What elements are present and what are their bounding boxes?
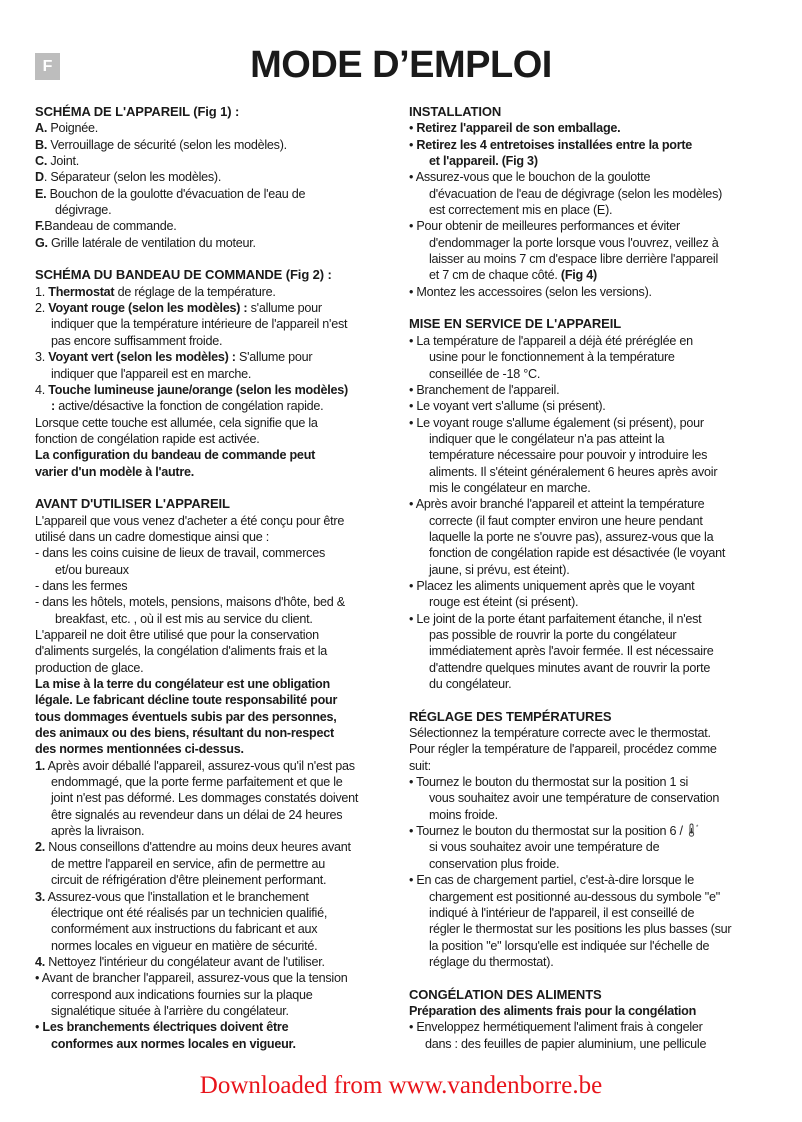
text-line (409, 741, 717, 757)
text-line (35, 578, 127, 594)
line-text: • Montez les accessoires (selon les versions). (409, 284, 652, 299)
line-text: jaune, si prévu, est éteint). (429, 562, 570, 577)
bold-text: Les branchements électriques doivent être (42, 1020, 289, 1035)
bold-text: Thermostat (48, 284, 115, 299)
line-text: fonction de congélation rapide est désactivée (le voyant (429, 546, 726, 561)
text-line (409, 627, 676, 643)
line-text: dégivrage. (55, 203, 112, 218)
text-line (35, 169, 221, 185)
line-text: usine pour le fonctionnement à la température (429, 350, 675, 365)
line-text: d'attendre quelques minutes avant de rouvrir la porte (429, 660, 711, 675)
text-line (35, 431, 260, 447)
line-text: • En cas de chargement partiel, c'est-à-dire lorsque le (409, 873, 694, 888)
text-line (409, 660, 710, 676)
line-text: indiqué à l'intérieur de l'appareil, il est conseillé de (429, 905, 695, 920)
text-line (35, 447, 315, 463)
text-line (35, 545, 325, 561)
text-line (35, 758, 355, 774)
text-line (409, 333, 693, 349)
text-line (35, 513, 344, 529)
text-line (35, 676, 330, 692)
bold-text: G. (35, 235, 48, 250)
text-line (409, 676, 511, 692)
text-line (409, 725, 711, 741)
text-line (409, 464, 717, 480)
line-text: • Enveloppez hermétiquement l'aliment frais à congeler (409, 1020, 703, 1035)
text-line (409, 120, 620, 136)
line-text: rouge est éteint (si présent). (429, 595, 579, 610)
text-line (409, 153, 538, 169)
line-text: - dans les coins cuisine de lieux de travail, commerces (35, 546, 326, 561)
text-line (409, 954, 553, 970)
bold-text: (Fig 4) (560, 268, 597, 283)
line-text: chargement est positionné au-dessous du symbole "e" (429, 889, 720, 904)
text-line (35, 774, 343, 790)
text-line (35, 382, 348, 398)
text-line (35, 856, 325, 872)
line-text: aliments. Il s'éteint généralement 6 heures après avoir (429, 464, 718, 479)
line-text: conservation plus froide. (429, 856, 560, 871)
text-line (409, 366, 540, 382)
bold-text: : (51, 399, 55, 414)
line-text: • Placez les aliments uniquement après que le voyant (409, 578, 695, 593)
text-line (35, 218, 177, 234)
text-line (409, 235, 719, 251)
text-line (409, 1036, 706, 1052)
text-line (409, 562, 569, 578)
line-prefix: 3. (35, 350, 49, 365)
line-text: signalétique située à l'arrière du congélateur. (51, 1003, 289, 1018)
line-text: conseillée de -18 °C. (429, 366, 541, 381)
text-line (35, 529, 269, 545)
text-line (35, 120, 98, 136)
text-line (35, 921, 317, 937)
line-text: Poignée. (47, 121, 99, 136)
language-badge: F (35, 53, 60, 80)
text-line (409, 186, 722, 202)
line-text: Après avoir déballé l'appareil, assurez-vous qu'il n'est pas (45, 758, 355, 773)
text-line (409, 251, 718, 267)
left-column (35, 104, 397, 1052)
text-line (35, 366, 251, 382)
bold-text: 2. (35, 840, 46, 855)
text-line (409, 496, 704, 512)
text-line (409, 545, 725, 561)
section-heading: SCHÉMA DE L'APPAREIL (Fig 1) : (35, 104, 240, 119)
bold-text: B. (35, 137, 48, 152)
text-line (409, 938, 709, 954)
line-text: suit: (409, 758, 431, 773)
text-line (35, 594, 345, 610)
text-line (409, 823, 703, 839)
bold-text: Retirez les 4 entretoises installées entre la porte (416, 137, 693, 152)
bold-text: conformes aux normes locales en vigueur. (51, 1036, 296, 1051)
line-text: L'appareil ne doit être utilisé que pour la conservation (35, 628, 319, 642)
line-text: • Branchement de l'appareil. (409, 382, 560, 397)
line-text: Lorsque cette touche est allumée, cela signifie que la (35, 415, 318, 430)
text-line (409, 267, 597, 283)
text-line (35, 464, 194, 480)
line-text: • Après avoir branché l'appareil et atteint la température (409, 497, 705, 512)
line-text: • Pour obtenir de meilleures performances et éviter (409, 219, 680, 234)
line-text: du congélateur. (429, 677, 512, 692)
line-text: - dans les hôtels, motels, pensions, maisons d'hôte, bed & (35, 595, 345, 610)
line-prefix: • (409, 137, 417, 152)
line-text: si vous souhaitez avoir une température de (429, 840, 660, 855)
text-line (409, 349, 675, 365)
text-line (35, 137, 287, 153)
line-text: Sélectionnez la température correcte avec le thermostat. (409, 726, 711, 741)
text-line (409, 578, 694, 594)
line-text: • Tournez le bouton du thermostat sur la position 6 / (409, 824, 683, 839)
text-line (409, 758, 431, 774)
line-prefix: 1. (35, 284, 49, 299)
bold-text: E. (35, 186, 47, 201)
line-text: laquelle la porte ne s'ouvre pas), assurez-vous que la (429, 529, 714, 544)
line-text: électrique ont été réalisés par un technicien qualifié, (51, 905, 328, 920)
thermometer-snowflake-icon (687, 823, 703, 841)
text-line (409, 611, 701, 627)
line-text: la position "e" lorsqu'elle est indiquée sur l'échelle de (429, 938, 710, 953)
text-line (409, 643, 714, 659)
text-line (409, 137, 692, 153)
line-text: normes locales en vigueur en matière de sécurité. (51, 938, 318, 953)
line-text: d'aliments surgelés, la congélation d'aliments frais et la (35, 644, 328, 659)
text-line (35, 1019, 288, 1035)
line-text: de mettre l'appareil en service, afin de permettre au (51, 856, 326, 871)
text-line (409, 872, 694, 888)
line-text: et/ou bureaux (55, 562, 129, 577)
text-line (409, 382, 559, 398)
text-line (35, 643, 327, 659)
bold-text: des normes mentionnées ci-dessus. (35, 742, 244, 757)
bold-text: légale. Le fabricant décline toute responsabilité pour (35, 693, 338, 708)
line-prefix: • (409, 121, 417, 136)
bold-text: A. (35, 121, 48, 136)
line-text: Pour régler la température de l'appareil, procédez comme (409, 742, 717, 757)
text-line (35, 415, 318, 431)
bold-text: Touche lumineuse jaune/orange (selon les modèles) (48, 382, 348, 397)
text-line (35, 938, 317, 954)
text-line (409, 889, 720, 905)
line-text: circuit de réfrigération d'être pleinement performant. (51, 873, 327, 888)
line-text: d'évacuation de l'eau de dégivrage (selon les modèles) (429, 186, 723, 201)
text-line (35, 970, 347, 986)
line-text: indiquer que la température intérieure de l'appareil n'est (51, 317, 348, 332)
text-line (35, 905, 327, 921)
line-text: immédiatement après l'avoir fermée. Il est nécessaire (429, 644, 714, 659)
line-text: réglage du thermostat). (429, 954, 554, 969)
line-text: breakfast, etc. , où il est mis au service du client. (55, 611, 313, 626)
bold-text: 1. (35, 758, 46, 773)
line-text: • Tournez le bouton du thermostat sur la position 1 si (409, 775, 689, 790)
text-line (35, 709, 337, 725)
line-text: • Le voyant rouge s'allume également (si présent), pour (409, 415, 704, 430)
line-text: pas possible de rouvrir la porte du congélateur (429, 628, 677, 642)
text-line (35, 889, 309, 905)
text-line (409, 202, 612, 218)
line-text: d'endommager la porte lorsque vous l'ouvrez, veillez à (429, 235, 719, 250)
text-line (409, 398, 606, 414)
line-text: L'appareil que vous venez d'acheter a été conçu pour être (35, 513, 345, 528)
text-line (409, 856, 559, 872)
line-text: indiquer que le congélateur n'a pas atteint la (429, 431, 665, 446)
line-text: endommagé, que la porte ferme parfaitement et que le (51, 775, 343, 790)
text-line (35, 627, 319, 643)
text-line (35, 725, 334, 741)
text-line (35, 186, 305, 202)
line-text: après la livraison. (51, 824, 145, 839)
line-text: Grille latérale de ventilation du moteur. (47, 235, 256, 250)
line-text: S'allume pour (235, 350, 313, 365)
section-heading: SCHÉMA DU BANDEAU DE COMMANDE (Fig 2) : (35, 267, 332, 283)
line-text: est correctement mis en place (E). (429, 203, 613, 218)
text-line (35, 300, 322, 316)
text-line (35, 349, 312, 365)
section-heading: INSTALLATION (409, 104, 502, 119)
line-text: correcte (il faut compter environ une heure pendant (429, 513, 703, 528)
line-prefix: 4. (35, 382, 49, 397)
section-heading: CONGÉLATION DES ALIMENTS (409, 986, 602, 1002)
text-line (409, 415, 704, 431)
line-text: de réglage de la température. (114, 284, 276, 299)
line-prefix: • (35, 1020, 43, 1035)
text-line (35, 202, 111, 218)
text-line (409, 790, 719, 806)
line-text: s'allume pour (247, 301, 322, 316)
right-column (409, 104, 789, 1052)
text-line (35, 153, 79, 169)
text-line (409, 1003, 696, 1019)
text-line (409, 594, 578, 610)
text-line (409, 921, 731, 937)
line-prefix: 2. (35, 301, 49, 316)
line-text: joint n'est pas déformé. Les dommages constatés doivent (51, 791, 359, 806)
line-text: utilisé dans un cadre domestique ainsi que : (35, 529, 270, 544)
line-text: . Séparateur (selon les modèles). (43, 170, 222, 185)
text-line (409, 218, 680, 234)
bold-text: Retirez l'appareil de son emballage. (416, 121, 621, 136)
text-line (35, 872, 326, 888)
bold-text: D (35, 170, 44, 185)
text-line (409, 905, 694, 921)
line-text: - dans les fermes (35, 578, 128, 593)
line-text: • Avant de brancher l'appareil, assurez-vous que la tension (35, 971, 348, 986)
text-line (35, 1003, 289, 1019)
text-line (35, 954, 325, 970)
section-heading: MISE EN SERVICE DE L'APPAREIL (409, 316, 622, 332)
bold-text: 3. (35, 889, 46, 904)
text-line (35, 562, 129, 578)
text-line (409, 480, 590, 496)
text-line (35, 235, 256, 251)
line-text: production de glace. (35, 660, 144, 675)
text-line (35, 611, 313, 627)
text-line (35, 839, 351, 855)
text-line (409, 169, 650, 185)
text-line (35, 316, 347, 332)
text-line (35, 660, 143, 676)
section-heading: AVANT D'UTILISER L'APPAREIL (35, 496, 230, 512)
line-text: température nécessaire pour pouvoir y introduire les (429, 448, 708, 463)
line-text: laisser au moins 7 cm d'espace libre derrière l'appareil (429, 252, 719, 267)
text-line (409, 807, 498, 823)
line-text: dans : des feuilles de papier aluminium, une pellicule (425, 1036, 707, 1051)
svg-text:*: * (695, 825, 698, 832)
bold-text: Préparation des aliments frais pour la congélation (409, 1003, 697, 1018)
bold-text: Voyant vert (selon les modèles) : (48, 350, 236, 365)
line-text: vous souhaitez avoir une température de conservation (429, 791, 720, 806)
line-text: • Assurez-vous que le bouchon de la goulotte (409, 170, 651, 185)
bold-text: 4. (35, 954, 46, 969)
bold-text: Voyant rouge (selon les modèles) : (48, 301, 248, 316)
watermark: Downloaded from www.vandenborre.be (199, 1072, 603, 1099)
text-line (35, 284, 276, 300)
text-line (35, 987, 312, 1003)
bold-text: La configuration du bandeau de commande peut (35, 448, 316, 463)
line-text: Nous conseillons d'attendre au moins deux heures avant (45, 840, 351, 855)
bold-text: C. (35, 154, 48, 169)
line-text: moins froide. (429, 807, 498, 822)
line-text: indiquer que l'appareil est en marche. (51, 366, 252, 381)
text-line (409, 774, 688, 790)
line-text: Assurez-vous que l'installation et le branchement (45, 889, 309, 904)
text-line (35, 807, 342, 823)
line-text: fonction de congélation rapide est activée. (35, 431, 260, 446)
text-line (35, 333, 222, 349)
line-text: Joint. (47, 154, 79, 169)
text-line (409, 1019, 703, 1035)
text-line (35, 398, 323, 414)
bold-text: tous dommages éventuels subis par des personnes, (35, 709, 337, 724)
line-text: active/désactive la fonction de congélation rapide. (54, 399, 324, 414)
text-line (35, 1036, 296, 1052)
text-line (409, 284, 652, 300)
line-text: Nettoyez l'intérieur du congélateur avant de l'utiliser. (45, 954, 325, 969)
bold-text: et l'appareil. (Fig 3) (429, 154, 538, 169)
text-line (35, 823, 144, 839)
text-line (35, 741, 244, 757)
line-text: • La température de l'appareil a déjà été préréglée en (409, 333, 693, 348)
text-line (409, 839, 659, 855)
line-text: être signalés au revendeur dans un délai de 24 heures (51, 807, 343, 822)
line-text: pas encore suffisamment froide. (51, 333, 223, 348)
bold-text: des animaux ou des biens, résultant du non-respect (35, 726, 334, 741)
line-text: • Le joint de la porte étant parfaitement étanche, il n'est (409, 611, 702, 626)
text-line (409, 513, 703, 529)
bold-text: La mise à la terre du congélateur est une obligation (35, 677, 330, 692)
line-text: régler le thermostat sur les positions les plus basses (sur (429, 922, 732, 937)
line-text: conformément aux instructions du fabricant et aux (51, 922, 318, 937)
text-line (35, 692, 337, 708)
line-text: Verrouillage de sécurité (selon les modèles). (47, 137, 287, 152)
bold-text: F. (35, 219, 45, 234)
line-text: Bandeau de commande. (44, 219, 177, 234)
line-text: Bouchon de la goulotte d'évacuation de l'eau de (46, 186, 306, 201)
line-text: correspond aux indications fournies sur la plaque (51, 987, 313, 1002)
line-text: • Le voyant vert s'allume (si présent). (409, 399, 606, 414)
text-line (409, 529, 713, 545)
text-line (35, 790, 358, 806)
section-heading: RÉGLAGE DES TEMPÉRATURES (409, 708, 612, 724)
text-line (409, 431, 664, 447)
bold-text: varier d'un modèle à l'autre. (35, 464, 195, 479)
page-title: MODE D’EMPLOI (250, 44, 552, 86)
text-line (409, 447, 707, 463)
line-prefix: et 7 cm de chaque côté. (429, 268, 561, 283)
line-text: mis le congélateur en marche. (429, 480, 591, 495)
